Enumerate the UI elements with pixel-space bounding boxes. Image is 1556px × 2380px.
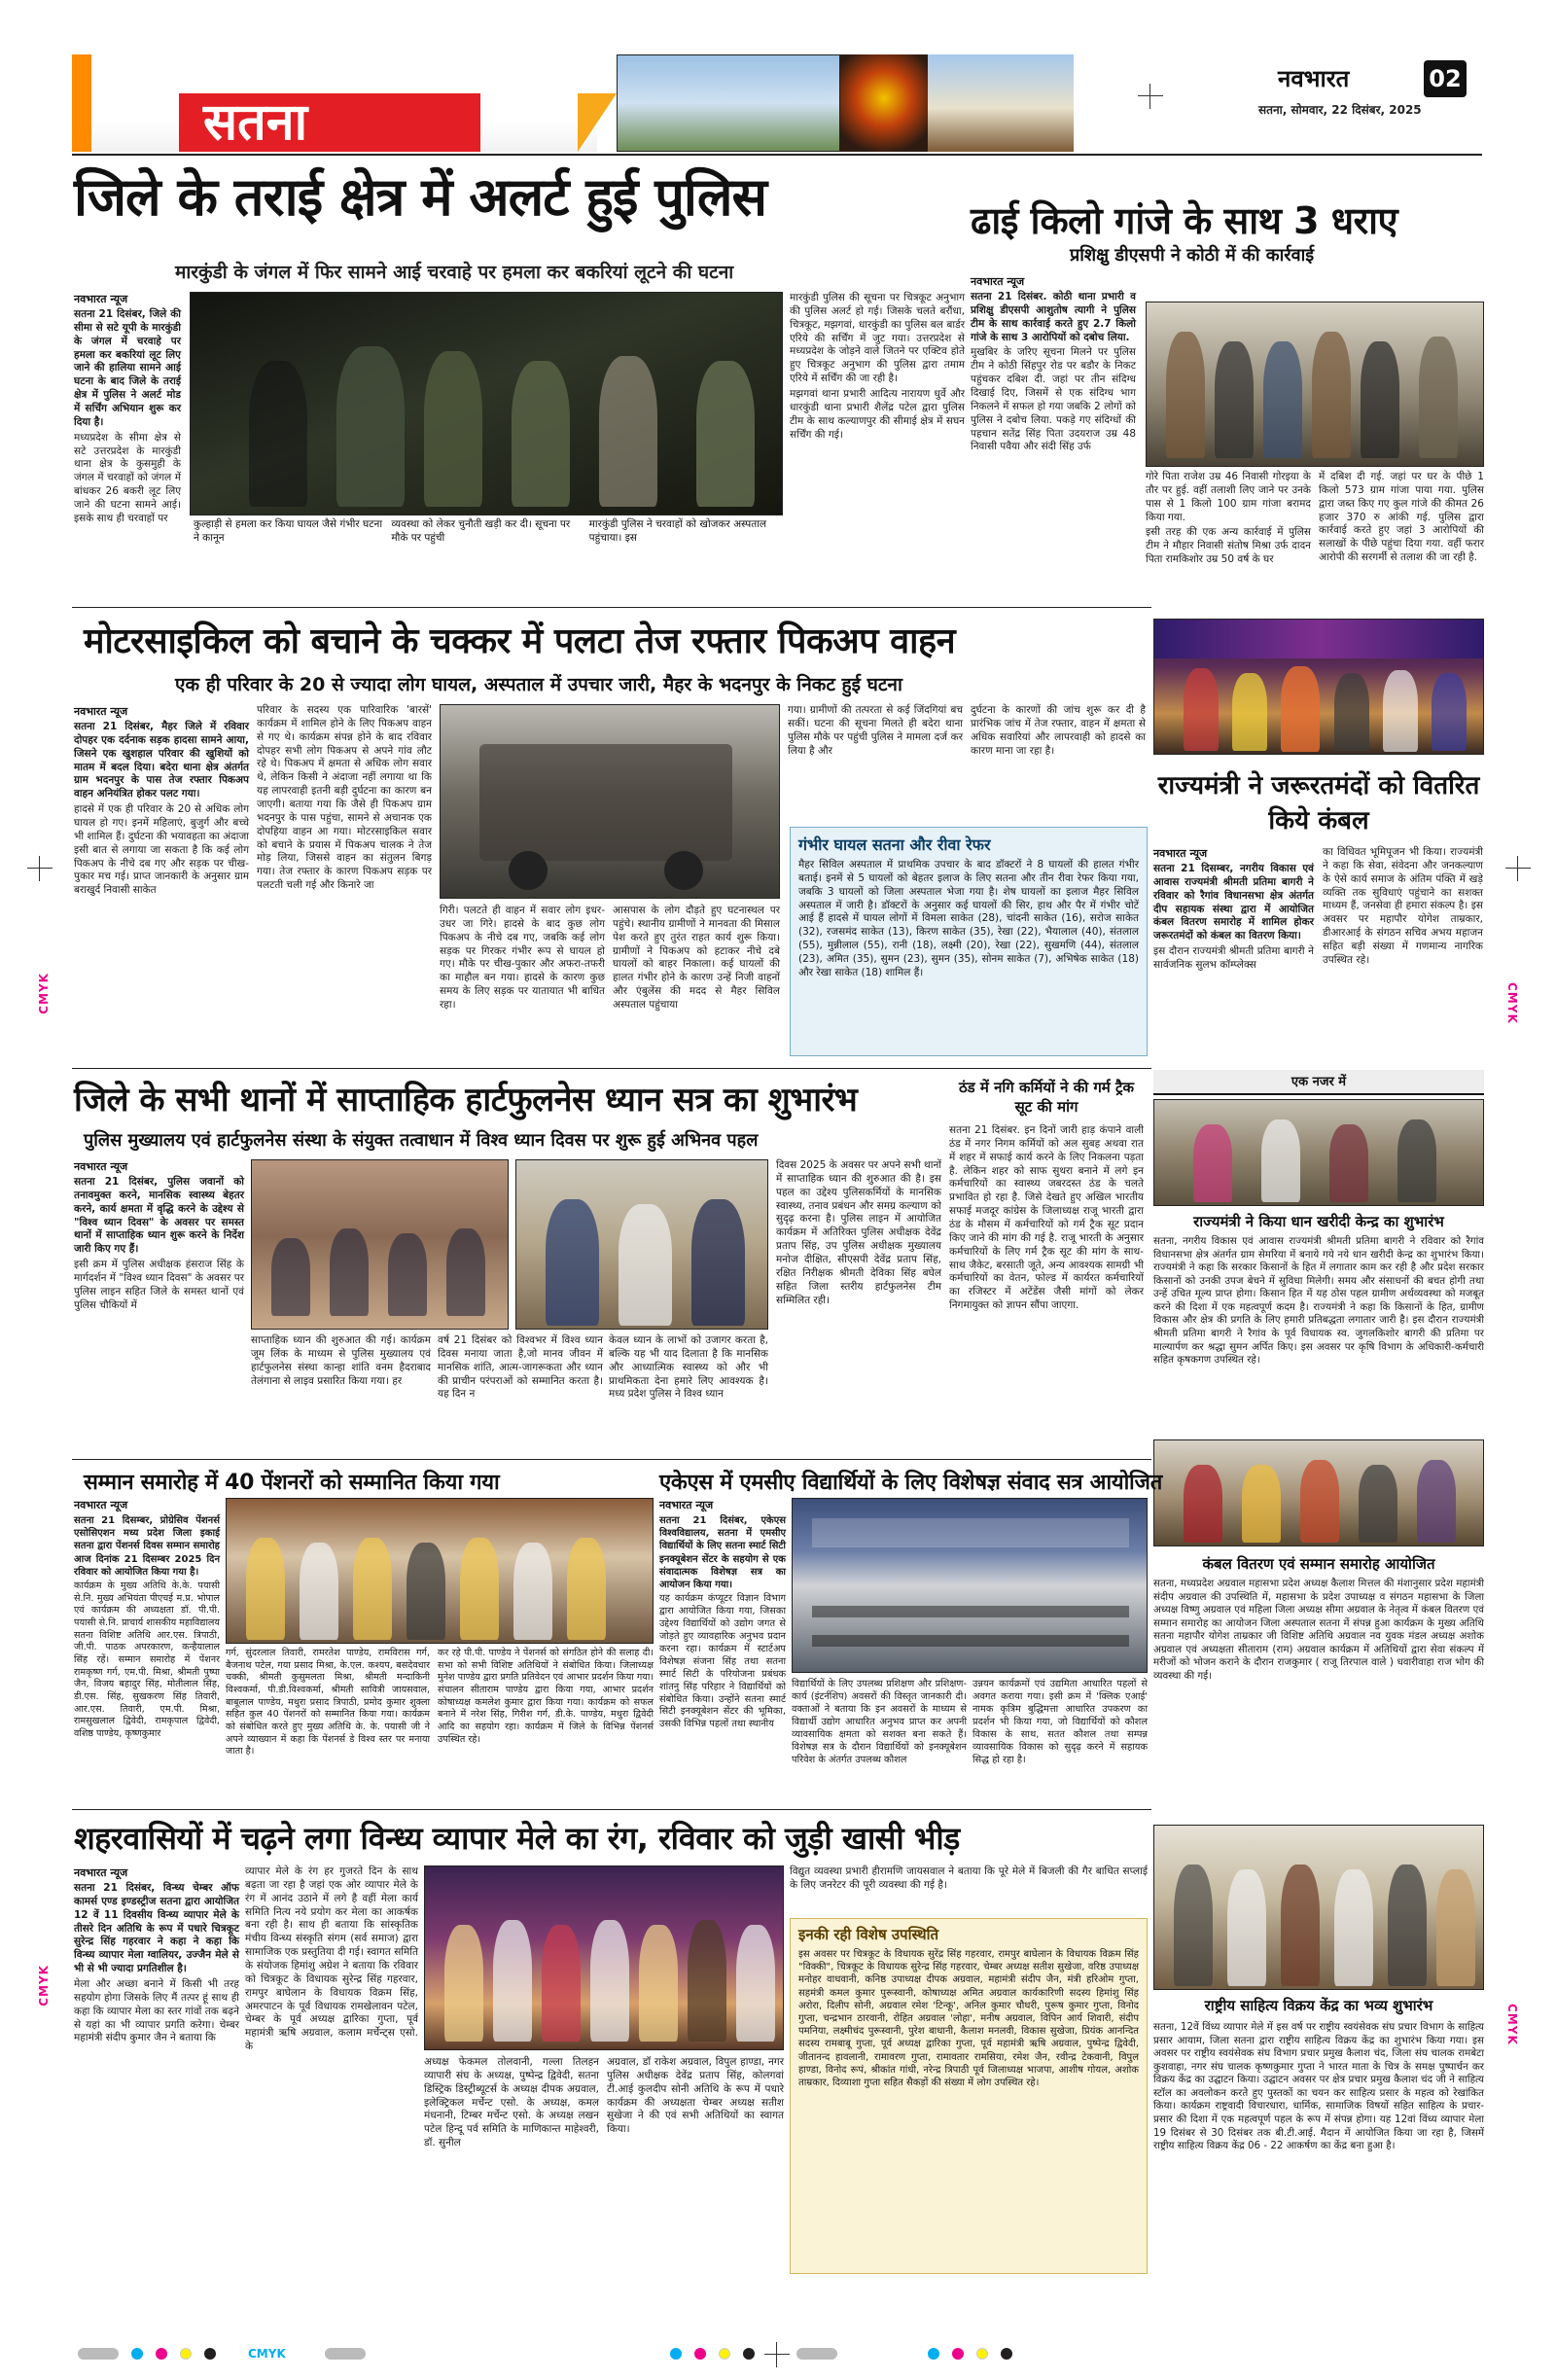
story9-photo	[424, 1865, 784, 2050]
story7-byline: नवभारत न्यूज	[74, 1499, 128, 1511]
story9-box-title: इनकी रही विशेष उपस्थिति	[798, 1926, 939, 1943]
story3-body2: परिवार के सदस्य एक पारिवारिक 'बारसें' कार्यक्रम में शामिल होने के लिए पिकअप वाहन से गए थे। कार्यक्रम संपन्न होने के बाद रविवार दोपहर सभी लोग पिकअप से अपने गांव लौट रहे थे। पिकअप में क्षमता से अधिक लोग सवार थे, लेकिन किसी ने अंदाजा नहीं लगाया था कि यह लापरवाही इतनी बड़ी दुर्घटना का कारण बन जाएगी। बताया गया कि जैसे ही पिकअप ग्राम भदनपुर के पास पहुंचा, सामने से अचानक एक दोपहिया वाहन आ गया। मोटरसाइकिल सवार को बचाने के प्रयास में पिकअप चालक ने तेज मोड़ लिया, जिससे वाहन का संतुलन बिगड़ गया। तेज रफ्तार के कारण पिकअप सड़क पर पलटती चली गई और किनारे जा	[257, 704, 432, 892]
masthead	[72, 54, 1482, 152]
story7-caption: गर्ग, सुंदरलाल तिवारी, रामरतेश पाण्डेय, रामविरास गर्ग, बैजनाथ पटेल, गया प्रसाद मिश्रा, के.एल. कश्यप, बसदेवधार चक्की, श्रीमती कुसुमलता मिश्रा, श्रीमती मन्दाकिनी विश्वकर्मा, पी.डी.विश्वकर्मा, श्रीमती सावित्री जायसवाल, बाबूलाल पाण्डेय, मथुरा प्रसाद त्रिपाठी, प्रमोद कुमार शुक्ला सहित कुल 40 पेंशनरों को सम्मानित किया गया। कार्यक्रम को संबोधित करते हुए मुख्य अतिथि के. के. पयासी जी ने अपने व्याख्यान में कहा कि पेंशनर्स डे विश्व स्तर पर मनाया जाता है।	[226, 1648, 430, 1758]
story8-photo	[792, 1498, 1148, 1673]
page-number: 02	[1424, 60, 1467, 97]
divider-4	[72, 1809, 1151, 1810]
story2-body3: इसी तरह की एक अन्य कार्रवाई में पुलिस टीम ने मौहार निवासी संतोष मिश्रा उर्फ दादन पिता रामकिशोर उम्र 50 वर्ष के घर	[1146, 526, 1311, 566]
registration-mark-left	[27, 856, 53, 881]
cmyk-right-text: CMYK	[1505, 982, 1519, 1024]
story1-lead: सतना 21 दिसंबर, जिले की सीमा से सटे यूपी के मारकुंडी के जंगल में चरवाहे पर हमला कर बकरियां लूट लिए जाने की हालिया सामने आई घटना के बाद जिले के तराई क्षेत्र में पुलिस ने अलर्ट मोड में सर्चिंग अभियान शुरू कर दिया है।	[74, 308, 181, 428]
story8-byline: नवभारत न्यूज	[659, 1499, 714, 1511]
ink-swatch-gray-1	[78, 2348, 119, 2360]
registration-mark-top	[1138, 84, 1163, 109]
ink-swatch-magenta-2	[694, 2348, 706, 2360]
ink-swatch-magenta-3	[952, 2348, 964, 2360]
ink-swatch-yellow-3	[976, 2348, 988, 2360]
story10-headline: राष्ट्रीय साहित्य विक्रय केंद्र का भव्य शुभारंभ	[1204, 1997, 1433, 2014]
glance-headline-1: राज्यमंत्री ने किया धान खरीदी केन्द्र का शुभारंभ	[1193, 1213, 1444, 1230]
glance-body-2: सतना, मध्यप्रदेश अग्रवाल महासभा प्रदेश अध्यक्ष कैलाश मित्तल की मंशानुसार प्रदेश महामंत्री संदीप अग्रवाल की उपस्थिति में, महासभा के प्रदेश उपाध्यक्ष व संगठन महासभा के जिला अध्यक्ष विष्णु अग्रवाल एवं महिला जिला अध्यक्ष सीमा अग्रवाल के नेतृत्व में कंबल वितरण एवं सम्मान समारोह का आयोजन जिला अस्पताल सतना में संपन्न हुआ कार्यक्रम के मुख्य अतिथि सतना महापौर योगेश ताम्रकार जी विशिष्ट अतिथि अग्रवाल नव युवक मंडल अध्यक्ष अशोक अग्रवाल एवं अध्यक्षता सीताराम (राम) अग्रवाल कार्यक्रम में अतिथियों द्वारा सेवा संकल्प में मरीजों को भोजन कराने के दौरान राजकुमार ( राजू तिरपाल वाले ) धवारीवाहा राज भोग की व्यवस्था की गई।	[1153, 1578, 1484, 1683]
story3-photo	[440, 704, 780, 899]
cmyk-left	[37, 1965, 51, 2007]
story4-byline: नवभारत न्यूज	[1153, 847, 1208, 860]
story1-body2: मारकुंडी पुलिस की सूचना पर चित्रकूट अनुभाग की पुलिस अलर्ट हो गई। जिसके चलते बरौंधा, चित्रकूट, मझगवां, धारकुंडी का पुलिस बल बार्डर एरिये की सर्चिंग में जुट गया। उत्तरप्रदेश से मध्यप्रदेश के जोड़ने वाले जितने पर एक्टिव होते हुए चित्रकूट अनुभाग की पुलिस द्वारा तमाम एरिये में सर्चिंग की जा रही है।	[790, 292, 965, 385]
divider-2	[72, 1068, 1151, 1069]
ink-swatch-yellow	[180, 2348, 192, 2360]
cmyk-right-2-text: CMYK	[1505, 2004, 1519, 2045]
story2-subhead: प्रशिक्षु डीएसपी ने कोठी में की कार्रवाई	[1070, 245, 1315, 266]
registration-mark-right	[1505, 856, 1531, 881]
story8-body1: यह कार्यक्रम कंप्यूटर विज्ञान विभाग द्वारा आयोजित किया गया, जिसका उद्देश्य विद्यार्थियों को उद्योग जगत से जोड़ते हुए व्यावहारिक अनुभव प्रदान करना रहा। कार्यक्रम में स्टार्टअप विशेषज्ञ संजना सिंह तथा सतना स्मार्ट सिटी के परियोजना प्रबंधक शांतनु सिंह परिहार ने विद्यार्थियों को संबोधित किया। उन्होंने सतना स्मार्ट सिटी इनक्यूबेशन सेंटर की भूमिका, उसकी विभिन्न पहलों तथा स्थानीय	[659, 1593, 786, 1730]
story9-box	[790, 1918, 1148, 2274]
story4-photo	[1153, 619, 1484, 755]
story10-photo	[1153, 1825, 1484, 1990]
cmyk-right-2	[1505, 2004, 1519, 2045]
story2-lead: सतना 21 दिसंबर. कोठी थाना प्रभारी व प्रशिक्षु डीएसपी आशुतोष त्यागी ने पुलिस टीम के साथ कार्रवाई करते हुए 2.7 किलो गांजे के साथ 3 आरोपियों को दबोच लिया.	[971, 291, 1136, 343]
ink-swatch-cyan	[131, 2348, 143, 2360]
story5-body2: साप्ताहिक ध्यान की शुरुआत की गई। कार्यक्रम जूम लिंक के माध्यम से पुलिस मुख्यालय एवं हार्टफुलनेस संस्था कान्हा शांति वनम हैदराबाद तेलंगाना से लाइव प्रसारित किया गया। हर	[251, 1334, 431, 1387]
masthead-rule	[72, 154, 1482, 156]
story5-body3: वर्ष 21 दिसंबर को विश्वभर में विश्व ध्यान दिवस मनाया जाता है,जो मानव जीवन में मानसिक शांति, आत्म-जागरूकता और ध्यान की प्राचीन परंपराओं को सम्मानित करता है। यह दिन न	[438, 1334, 603, 1401]
dateline: सतना, सोमवार, 22 दिसंबर, 2025	[1258, 103, 1422, 117]
story5-photo-1	[251, 1159, 509, 1330]
story3-body4: आसपास के लोग दौड़ते हुए घटनास्थल पर पहुंचे। स्थानीय ग्रामीणों ने मानवता की मिसाल पेश करते हुए तुरंत राहत कार्य शुरू किया। ग्रामीणों ने पिकअप को हटाकर नीचे दबे घायलों को बाहर निकाला। कई घायलों की हालत गंभीर होने के कारण उन्हें निजी वाहनों और एंबुलेंस की मदद से मैहर सिविल अस्पताल पहुंचाया	[613, 905, 780, 1012]
story6-body: सतना 21 दिसंबर. इन दिनों जारी हाड़ कंपाने वाली ठंड में नगर निगम कर्मियों को अल सुबह अथवा रात में शहर में सफाई कार्य करने के लिए निकलना पड़ता है. लेकिन शहर को साफ सुथरा बनाने में लगे इन कर्मचारियों का स्वास्थ्य जबरदस्त ठंड के चलते प्रभावित हो रहा है. जिसे देखते हुए अखिल भारतीय सफाई मजदूर कांग्रेस के जिलाध्यक्ष राजू भारती द्वारा ठंड के मौसम में कर्मचारियों को गर्म ट्रैक सूट प्रदान किए जाने की मांग की गई है. राजू भारती के अनुसार कर्मचारियों के लिए गर्म ट्रैक सूट की मांग के साथ-साथ जैकेट, बरसाती जूते, अन्य आवश्यक सामग्री भी कर्मचारियों का वेतन, फोल्ड में कार्यरत कर्मचारियों का रजिस्टर में अटेंडेंस जैसी मांगों को लेकर निगमायुक्त को ज्ञापन सौंपा जाएगा.	[949, 1124, 1144, 1312]
ink-swatch-yellow-2	[719, 2348, 730, 2360]
story3-byline: नवभारत न्यूज	[74, 705, 128, 718]
story2-body2: गोरे पिता राजेश उम्र 46 निवासी गोरइया के तौर पर हुई. वहीं तलाशी लिए जाने पर उनके पास से 1 किलो 100 ग्राम गांजा बरामद किया गया.	[1146, 471, 1311, 523]
story3-subhead: एक ही परिवार के 20 से ज्यादा लोग घायल, अस्पताल में उपचार जारी, मैहर के भदनपुर के निकट हुई घटना	[175, 674, 902, 695]
masthead-collage-photo-2	[928, 54, 1074, 152]
ink-swatch-black	[204, 2348, 216, 2360]
story1-caption-3: मारकुंडी पुलिस ने चरवाहों को खोजकर अस्पताल पहुंचाया। इस	[588, 518, 767, 544]
glance-headline-2: कंबल वितरण एवं सम्मान समारोह आयोजित	[1202, 1555, 1435, 1573]
ink-swatch-black-2	[743, 2348, 755, 2360]
ink-swatch-gray-2	[325, 2348, 366, 2360]
story3-body5: गया। ग्रामीणों की तत्परता से कई जिंदगियां बच सकीं। घटना की सूचना मिलते ही बदेरा थाना पुलिस मौके पर पहुंची पुलिस ने मामला दर्ज कर लिया है और	[788, 704, 963, 757]
story8-headline: एकेएस में एमसीए विद्यार्थियों के लिए विशेषज्ञ संवाद सत्र आयोजित	[659, 1471, 1162, 1495]
story3-box	[790, 827, 1148, 1056]
story2-body4: में दबिश दी गई. जहां पर घर के पीछे 1 किलो 573 ग्राम गांजा पाया गया. पुलिस द्वारा जब्त किए गए कुल गांजे की कीमत 26 हजार 370 रु आंकी गई. पुलिस द्वारा कार्रवाई करते हुए जहां 3 आरोपियों की सलाखों के पीछे पहुंचा दिया गया. वहीं फरार आरोपी की सरगर्मी से तलाश की जा रही है.	[1319, 471, 1484, 564]
story9-box-body: इस अवसर पर चित्रकूट के विधायक सुरेंद्र सिंह गहरवार, रामपुर बाघेलान के विधायक विक्रम सिंह "विक्की", चित्रकूट के विधायक सुरेन्द्र सिंह गहरवार, चेम्बर अध्यक्ष सतीश सुखेजा, वरिष्ठ उपाध्यक्ष मनोहर वाधवानी, कनिष्ठ उपाध्यक्ष दीपक अग्रवाल, महामंत्री संदीप जैन, मंत्री हरिओम गुप्ता, सहमंत्री कमल कुमार पुरूस्वानी, कोषाध्यक्ष अमित अग्रवाल कार्यकारिणी सदस्य हिमांशु सिंह अरोरा, दिलीप सोनी, अग्रवाल रमेश 'टिन्कू', अनिल कुमार चौधरी, पुरूष कुमार गुप्ता, विनोद गुप्ता, चन्द्रभान ठारवानी, रोहित अग्रवाल 'लोहा', मनीष अग्रवाल, विपिन आर्य शिवारी, संदीप पमनिया, लक्ष्मीचंद पुरूस्वानी, पुरेश बाधानी, कैलाश मनलवी, विकास सुखेजा, प्रियंक आनन्दित सदस्य रामबाबू गुप्ता, पूर्व अध्यक्ष द्वारिका गुप्ता, पूर्व महामंत्री ऋषि अग्रवाल, पुष्पेन्द्र द्विवेदी, जीतानन्द हावलानी, रामावरण गुप्ता, रामावतार रामसिया, रमेश जैन, रवीन्द्र टेकवानी, विपुल हाण्डा, विनोद रूपं, श्रीकांत गांधी, नरेन्द्र त्रिपाठी पूर्व जिलाध्यक्ष भाजपा, आशीष गोयल, अशोक ताम्रकार, दिव्याशा गुप्ता सहित सैकड़ों की संख्या में लोग उपस्थित रहे।	[798, 1949, 1139, 2088]
story9-headline: शहरवासियों में चढ़ने लगा विन्ध्य व्यापार मेले का रंग, रविवार को जुड़ी खासी भीड़	[74, 1820, 960, 1857]
story7-photo	[226, 1498, 654, 1644]
story2-headline: ढाई किलो गांजे के साथ 3 धराए	[971, 199, 1398, 242]
story2-photo	[1146, 302, 1484, 467]
cmyk-left-text: CMYK	[37, 1965, 51, 2007]
story9-body1: मेला और अच्छा बनाने में किसी भी तरह सहयोग होगा जिसके लिए मैं तत्पर हूं साथ ही कहा कि व्यापार मेला का स्तर गांवों तक बढ़ने से यहां का भी व्यापार प्रगति करेगा। चेम्बर महामंत्री संदीप कुमार जैन ने बताया कि	[74, 1978, 239, 2044]
masthead-crop-mark	[1083, 56, 1103, 76]
story1-photo	[190, 292, 783, 515]
glance-label: एक नजर में	[1153, 1070, 1484, 1095]
story2-body1: मुखबिर के जरिए सूचना मिलने पर पुलिस टीम ने कोठी सिंहपुर रोड पर बडौर के निकट पहुंचकर दबिश दी. जहां पर तीन संदिग्ध दिखाई दिए, जिसमें से एक संदिग्ध भाग निकलने में सफल हो गया जबकि 2 लोगों को पुलिस ने दबोच लिया. पकड़े गए संदिग्धों की पहचान सतेंद्र सिंह पिता उदयराज उम्र 48 निवासी पवैया और संदी सिंह उर्फ	[971, 346, 1136, 453]
story1-subhead: मारकुंडी के जंगल में फिर सामने आई चरवाहे पर हमला कर बकरियां लूटने की घटना	[175, 262, 734, 283]
story5-body1: इसी क्रम में पुलिस अधीक्षक हंसराज सिंह के मार्गदर्शन में "विश्व ध्यान दिवस" के अवसर पर पुलिस लाइन सहित जिले के समस्त थानों एवं पुलिस चौकियों में	[74, 1259, 245, 1311]
story7-body1: कार्यक्रम के मुख्य अतिथि के.के. पयासी से.नि. मुख्य अभियंता पीएचई म.प्र. भोपाल एवं कार्यक्रम की अध्यक्षता डॉ. पी.पी. पयासी से.नि. प्राचार्य शासकीय महाविद्यालय सतना विशिष्ट अतिथि आर.एस. त्रिपाठी, जी.पी. पाठक अपरकारण, कन्हैयालाल सिंह रहें। सम्मान समारोह में पेंशनर रामकृष्ण गर्ग, एम.पी. मिश्रा, श्रीमती पुष्पा जैन, विजय बहादुर सिंह, मोतीलाल सिंह, डी.एस. सिंह, सुखकरण सिंह तिवारी, आर.एस. तिवारी, एम.पी. मिश्रा, रामसुखलाल द्विवेदी, रामकृपाल द्विवेदी, वशिष्ठ पाण्डेय, कृष्णकुमार	[74, 1580, 220, 1739]
ink-swatch-cyan-2	[670, 2348, 682, 2360]
story7-lead: सतना 21 दिसम्बर, प्रोग्रेसिव पेंशनर्स एसोसिएशन मध्य प्रदेश जिला इकाई सतना द्वारा पेंशनर्स दिवस सम्मान समारोह आज दिनांक 21 दिसम्बर 2025 दिन रविवार को आयोजित किया गया है।	[74, 1515, 220, 1578]
story9-caption: अध्यक्ष फेकमल तोलवानी, गल्ला तिलहन व्यापारी संघ के अध्यक्ष, पुष्पेन्द्र द्विवेदी, सतना डिस्ट्रिक डिस्ट्रीब्यूटर्स के अध्यक्ष दीपक अग्रवाल, इलेक्ट्रिकल मर्चेन्ट एसो. के अध्यक्ष, कमल मंधनानी, टिम्बर मर्चेन्ट एसो. के अध्यक्ष लखन पटेल हिन्दू पर्व समिति के माणिकान्त माहेश्वरी, डॉ. सुनील	[424, 2056, 599, 2149]
story4-headline: राज्यमंत्री ने जरूरतमंदों को वितरित किये कंबल	[1157, 771, 1480, 835]
story8-body2: विद्यार्थियों के लिए उपलब्ध प्रशिक्षण और प्रशिक्षण-कार्य (इंटर्नशिप) अवसरों की विस्तृत जानकारी दी। वक्ताओं ने बताया कि इन अवसरों के माध्यम से विद्यार्थी उद्योग आधारित अनुभव प्राप्त कर अपनी व्यावसायिक क्षमता को सशक्त बना सकते हैं। विशेषज्ञ सत्र के दौरान विद्यार्थियों को इनक्यूबेशन परिवेश के अंतर्गत उपलब्ध कौशल	[792, 1679, 967, 1765]
glance-sidebar	[1153, 1070, 1484, 1809]
story5-photo-2	[515, 1159, 768, 1330]
story7-caption-2: कर रहे पी.पी. पाण्डेय ने पेंशनर्स को संगठित होने की सलाह दी। सभा को सभी विशिष्ट अतिथियों ने संबोधित किया। जिलाध्यक्ष मुनेश पाण्डेय द्वारा प्रगति प्रतिवेदन एवं आभार प्रदर्शन किया गया। संचालन सीताराम पाण्डेय द्वारा किया गया, आभार प्रदर्शन कोषाध्यक्ष कमलेश कुमार द्वारा किया गया। कार्यक्रम को सफल बनाने में नरेश सिंह, गिरीश गर्ग, डी.के. पाण्डेय, मथुरा द्विवेदी आदि का सहयोग रहा। कार्यक्रम में जिले के विभिन्न पेंशनर्स उपस्थित रहे।	[438, 1648, 654, 1745]
story5-headline: जिले के सभी थानों में साप्ताहिक हार्टफुलनेस ध्यान सत्र का शुभारंभ	[74, 1081, 858, 1119]
story8-lead: सतना 21 दिसंबर, एकेएस विश्वविद्यालय, सतना में एमसीए विद्यार्थियों के लिए सतना स्मार्ट सिटी इनक्यूबेशन सेंटर के सहयोग से एक संवादात्मक विशेषज्ञ सत्र का आयोजन किया गया।	[659, 1515, 786, 1590]
story3-lead: सतना 21 दिसंबर, मैहर जिले में रविवार दोपहर एक दर्दनाक सड़क हादसा सामने आया, जिसने एक खुशहाल परिवार की खुशियों को मातम में बदल दिया। बदेरा थाना क्षेत्र अंतर्गत ग्राम भदनपुर के पास तेज रफ्तार पिकअप वाहन अनियंत्रित होकर पलट गया।	[74, 721, 249, 800]
masthead-deity-photo	[840, 54, 928, 152]
glance-photo-1	[1153, 1099, 1484, 1206]
story4-body1: इस दौरान राज्यमंत्री श्रीमती प्रतिमा बागरी ने सार्वजनिक सुलभ कॉम्प्लेक्स	[1153, 945, 1314, 972]
story8-body3: उन्नयन कार्यक्रमों एवं उद्यमिता आधारित पहलों से अवगत कराया गया। इसी क्रम में 'क्लिक एआई' नामक कृत्रिम बुद्धिमत्ता आधारित उपकरण का प्रदर्शन भी किया गया, जो विद्यार्थियों को कौशल विकास के साथ, सतत कौशल तथा सम्पन्न व्यावसायिक विकास को सुदृढ़ करने में सहायक सिद्ध हो रहा है।	[972, 1679, 1148, 1765]
story5-lead: सतना 21 दिसंबर, पुलिस जवानों को तनावमुक्त करने, मानसिक स्वास्थ्य बेहतर करने, कार्य क्षमता में वृद्धि करने के उद्देश्य से "विश्व ध्यान दिवस" के अवसर पर समस्त थानों में साप्ताहिक ध्यान शुरू करने के निर्देश जारी किए गए हैं।	[74, 1176, 244, 1256]
divider-1	[72, 607, 1151, 608]
story9-byline: नवभारत न्यूज	[74, 1866, 128, 1879]
story1-body3: मझगवां थाना प्रभारी आदित्य नारायण धुर्वे और धारकुंडी थाना प्रभारी शैलेंद्र पटेल द्वारा पुलिस टीम के साथ कल्याणपुर की सीमाई क्षेत्र में सघन सर्चिंग की गई।	[790, 388, 965, 441]
ink-swatch-gray-3	[796, 2348, 837, 2360]
cmyk-left-2-text: CMYK	[37, 973, 51, 1014]
story1-caption-1: कुल्हाड़ी से हमला कर किया घायल जैसे गंभीर घटना ने कानून	[194, 518, 383, 544]
ink-swatch-magenta	[156, 2348, 167, 2360]
cmyk-right	[1505, 982, 1519, 1024]
cmyk-bottom-text: CMYK	[248, 2347, 286, 2361]
story6-headline: ठंड में नगि कर्मियों ने की गर्म ट्रैक सूट की मांग	[958, 1079, 1135, 1116]
story4-lead: सतना 21 दिसम्बर, नगरीय विकास एवं आवास राज्यमंत्री श्रीमती प्रतिमा बागरी ने रविवार को रैगांव विधानसभा क्षेत्र अंतर्गत दीप सहायक संस्था द्वारा में आयोजित कंबल वितरण समारोह में शामिल होकर जरूरतमंदों को कंबल का वितरण किया।	[1153, 863, 1314, 942]
color-bar-bottom	[78, 2344, 1478, 2363]
banner-triangle	[578, 93, 617, 152]
ink-swatch-black-3	[1001, 2348, 1012, 2360]
story9-caption-2: अग्रवाल, डॉ राकेश अग्रवाल, विपुल हाण्डा, नगर पुलिस अधीक्षक देवेंद्र प्रताप सिंह, कोलगवां टी.आई कुलदीप सोनी अतिथि के रूप में पधारे कार्यक्रम की अध्यक्षता चेम्बर अध्यक्ष सतीश सुखेजा ने की एवं सभी अतिथियों का स्वागत किया।	[607, 2056, 784, 2136]
story4-body2: का विधिवत भूमिपूजन भी किया। राज्यमंत्री ने कहा कि सेवा, संवेदना और जनकल्याण के ऐसे कार्य समाज के अंतिम पंक्ति में खड़े व्यक्ति तक सुविधाएं पहुंचाने का सशक्त माध्यम हैं, जनसेवा ही हमारा संकल्प है। इस अवसर पर महापौर योगेश ताम्रकार, डीआरआई के संगठन सचिव अभय महाजन सहित बड़ी संख्या में गणमान्य नागरिक उपस्थित रहे।	[1323, 846, 1483, 966]
story3-body6: दुर्घटना के कारणों की जांच शुरू कर दी है प्रारंभिक जांच में तेज रफ्तार, वाहन में क्षमता से अधिक सवारियां और लापरवाही को हादसे का कारण माना जा रहा है।	[971, 704, 1146, 757]
story1-byline: नवभारत न्यूज	[74, 293, 128, 305]
section-banner	[72, 54, 617, 152]
story1-body1: मध्यप्रदेश के सीमा क्षेत्र से सटे उत्तरप्रदेश के मारकुंडी थाना क्षेत्र के कुसमुही के जंगल में चरवाहों को जंगल में बांधकर 26 बकरी लूट लिए जाने की घटना सामने आई। इसके साथ ही चरवाहों पर	[74, 431, 181, 524]
story1-caption-2: व्यवस्था को लेकर चुनौती खड़ी कर दी। सूचना पर मौके पर पहुंची	[391, 518, 571, 544]
section-title: सतना	[203, 93, 308, 152]
story5-subhead: पुलिस मुख्यालय एवं हार्टफुलनेस संस्था के संयुक्त तत्वाधान में विश्व ध्यान दिवस पर शुरू हुई अभिनव पहल	[84, 1130, 759, 1151]
story7-headline: सम्मान समारोह में 40 पेंशनरों को सम्मानित किया गया	[84, 1471, 500, 1495]
story5-byline: नवभारत न्यूज	[74, 1160, 128, 1173]
story3-body1: हादसे में एक ही परिवार के 20 से अधिक लोग घायल हो गए। इनमें महिलाएं, बुजुर्ग और बच्चे भी शामिल हैं। दुर्घटना की भयावहता का अंदाजा इसी बात से लगाया जा सकता है कि कई लोग पिकअप के नीचे दब गए और सड़क पर चीख-पुकार मच गई। प्राप्त जानकारी के अनुसार ग्राम बराखुर्द निवासी साकेत	[74, 803, 249, 897]
story3-headline: मोटरसाइकिल को बचाने के चक्कर में पलटा तेज रफ्तार पिकअप वाहन	[84, 622, 956, 661]
glance-body-1: सतना, नगरीय विकास एवं आवास राज्यमंत्री श्रीमती प्रतिमा बागरी ने रविवार को रैगांव विधानसभा क्षेत्र अंतर्गत ग्राम सेमरिया में बनाये गये नये धान खरीदी केन्द्र का शुभारंभ किया। राज्यमंत्री ने कहा कि सरकार किसानों के हित में लगातार काम कर रही है और प्रदेश सरकार किसानों को उनकी उपज बेचने में सुविधा मिलेगी। समय और संसाधनों की बचत होगी तथा उन्हें उचित मूल्य प्राप्त होगा। किसान हित में यह ठोस पहल ग्रामीण अर्थव्यवस्था को मजबूत करने की दिशा में एक महत्वपूर्ण कदम है। राज्यमंत्री ने कहा कि किसानों के हित, ग्रामीण विकास और क्षेत्र की प्रगति के लिए हमारी प्रतिबद्धता लगातार जारी है। इस दौरान राज्यमंत्री श्रीमती प्रतिमा बागरी ने रैगांव के पूर्व विधायक स्व. जुगलकिशोर बागरी की प्रतिमा पर माल्यार्पण कर श्रद्धा सुमन अर्पित किए। इस अवसर पर कृषि विभाग के अधिकारी-कर्मचारी सहित कृषकगण उपस्थित रहे।	[1153, 1235, 1484, 1367]
story9-body2: व्यापार मेले के रंग हर गुजरते दिन के साथ बढ़ता जा रहा है जहां एक ओर व्यापार मेले के रंग में आनंद उठाने में लगे है वहीं मेला कार्य समिति नित्य नये प्रयोग कर मेला का आकर्षक बना रही है। साथ ही बताया कि सांस्कृतिक मंचीय विन्ध्य संस्कृति संगम (सर्व समाज) द्वारा सामाजिक एक प्रस्तुतिया दी गई। स्वागत समिति के संयोजक हिमांशु अग्रेश ने बताया कि रविवार को चित्रकूट के विधायक सुरेन्द्र सिंह गहरवार, रामपुर बाघेलान के विधायक विक्रम सिंह, अमरपाटन के पूर्व विधायक रामखेलावन पटेल, चेम्बर के पूर्व अध्यक्ष द्वारिका गुप्ता, पूर्व महामंत्री ऋषि अग्रवाल, कलाम मर्चेन्ट्स एसो. के	[245, 1865, 418, 2053]
story2-byline: नवभारत न्यूज	[971, 275, 1025, 288]
story3-box-body: मैहर सिविल अस्पताल में प्राथमिक उपचार के बाद डॉक्टरों ने 8 घायलों की हालत गंभीर बताई। इनमें से 5 घायलों को बेहतर इलाज के लिए सतना और तीन रीवा रेफर किया गया, जबकि 3 घायलों को जिला अस्पताल भेजा गया है। शेष घायलों का इलाज मैहर सिविल अस्पताल में जारी है। डॉक्टरों के अनुसार कई घायलों की सिर, हाथ और पैर में गंभीर चोटें आई हैं हादसे में घायल लोगों में विमला साकेत (28), चांदनी साकेत (16), सरोज साकेत (32), रजसमंद साकेत (13), किरण साकेत (35), रेखा (22), भैयालाल (40), संतलाल (55), मुन्नीलाल (55), रानी (18), लक्ष्मी (20), रेखा (22), सुखमणि (44), संतलाल (23), अमित (35), सुमन (23), सुमन (35), सोनम साकेत (7), अभिषेक साकेत (18) और रेखा साकेत (18) शामिल हैं।	[798, 859, 1139, 978]
story9-caption-3: विद्युत व्यवस्था प्रभारी हीरामणि जायसवाल ने बताया कि पूरे मेले में बिजली की गैर बाधित सप्लाई के लिए जनरेटर की पूरी व्यवस्था की गई है।	[790, 1865, 1148, 1891]
story1-headline: जिले के तराई क्षेत्र में अलर्ट हुई पुलिस	[74, 166, 766, 228]
glance-photo-2	[1153, 1439, 1484, 1546]
story5-body4: केवल ध्यान के लाभों को उजागर करता है, बल्कि यह भी याद दिलाता है कि मानसिक और आध्यात्मिक स्वास्थ्य को और भी प्राथमिकता देना हमारे लिए आवश्यक है। मध्य प्रदेश पुलिस ने विश्व ध्यान	[609, 1334, 768, 1401]
masthead-collage-photo-1	[617, 54, 840, 152]
story3-body3: गिरी। पलटते ही वाहन में सवार लोग इधर-उधर जा गिरे। हादसे के बाद कुछ लोग पिकअप के नीचे दब गए, जबकि कई लोग सड़क पर गिरकर गंभीर रूप से घायल हो गए। मौके पर चीख-पुकार और अफरा-तफरी का माहौल बन गया। हादसे के कारण कुछ समय के लिए सड़क पर यातायात भी बाधित रहा।	[440, 905, 605, 1012]
divider-3	[72, 1459, 1151, 1460]
story3-box-title: गंभीर घायल सतना और रीवा रेफर	[798, 835, 991, 854]
story10-body: सतना, 12वें विंध्य व्यापार मेले में इस वर्ष पर राष्ट्रीय स्वयंसेवक संघ प्रचार विभाग के साहित्य प्रसार आयाम, जिला सतना द्वारा राष्ट्रीय साहित्य विक्रय केंद्र का शुभारंभ किया गया। इस अवसर पर राष्ट्रीय स्वयंसेवक संघ विभाग प्रचार प्रमुख कैलाश चंद, जिला संघ चालक रामबेटा कुशवाहा, नगर संघ चालक कृष्णकुमार गुप्ता ने भारत माता के चित्र के समक्ष पुष्पार्चन कर विक्रय केंद्र का उद्घाटन किया। उद्घाटन अवसर पर क्षेत्र प्रचार प्रमुख कैलाश चंद जी ने साहित्य स्टॉल का अवलोकन करते हुए पुस्तकों का चयन कर साहित्य प्रसार के महत्व को रेखांकित किया। कार्यक्रम राष्ट्रवादी विचारधारा, धार्मिक, सामाजिक विषयों सहित साहित्य के प्रचार-प्रसार की दिशा में एक महत्वपूर्ण पहल के रूप में संपन्न होगा। यह 12वां विंध्य व्यापार मेला 19 दिसंबर से 30 दिसंबर तक बी.टी.आई. मैदान में आयोजित किया जा रहा है, जिसमें राष्ट्रीय साहित्य विक्रय केंद्र 06 - 22 आकर्षण का केंद्र बना हुआ है।	[1153, 2021, 1484, 2152]
cmyk-left-2	[37, 973, 51, 1014]
story9-lead: सतना 21 दिसंबर, विन्ध्य चेम्बर ऑफ कामर्स एण्ड इण्डस्ट्रीज सतना द्वारा आयोजित 12 वें 11 दिवसीय विन्ध्य व्यापार मेले के तीसरे दिन अतिथि के रूप में पधारे चित्रकूट सुरेन्द्र सिंह गहरवार ने कहा ने कहा कि विन्ध्य व्यापार मेला ग्वालियर, उज्जैन मेले से भी से भी ज्यादा प्रगतिशील है।	[74, 1882, 239, 1975]
story5-body5: दिवस 2025 के अवसर पर अपने सभी थानों में साप्ताहिक ध्यान की शुरुआत की है। इस पहल का उद्देश्य पुलिसकर्मियों के मानसिक स्वास्थ्य, तनाव प्रबंधन और समग्र कल्याण को सुदृढ़ करना है। पुलिस लाइन में आयोजित कार्यक्रम में अतिरिक्त पुलिस अधीक्षक देवेंद्र प्रताप सिंह, उप पुलिस अधीक्षक मुख्यालय मनोज दीक्षित, सीएसपी देवेंद्र प्रताप सिंह, रक्षित निरीक्षक श्रीमती देविका सिंह बघेल सहित जिला स्तरीय हार्टफुलनेस टीम सम्मिलित रही।	[776, 1159, 941, 1306]
newspaper-name: नवभारत	[1278, 65, 1350, 92]
ink-swatch-cyan-3	[928, 2348, 939, 2360]
